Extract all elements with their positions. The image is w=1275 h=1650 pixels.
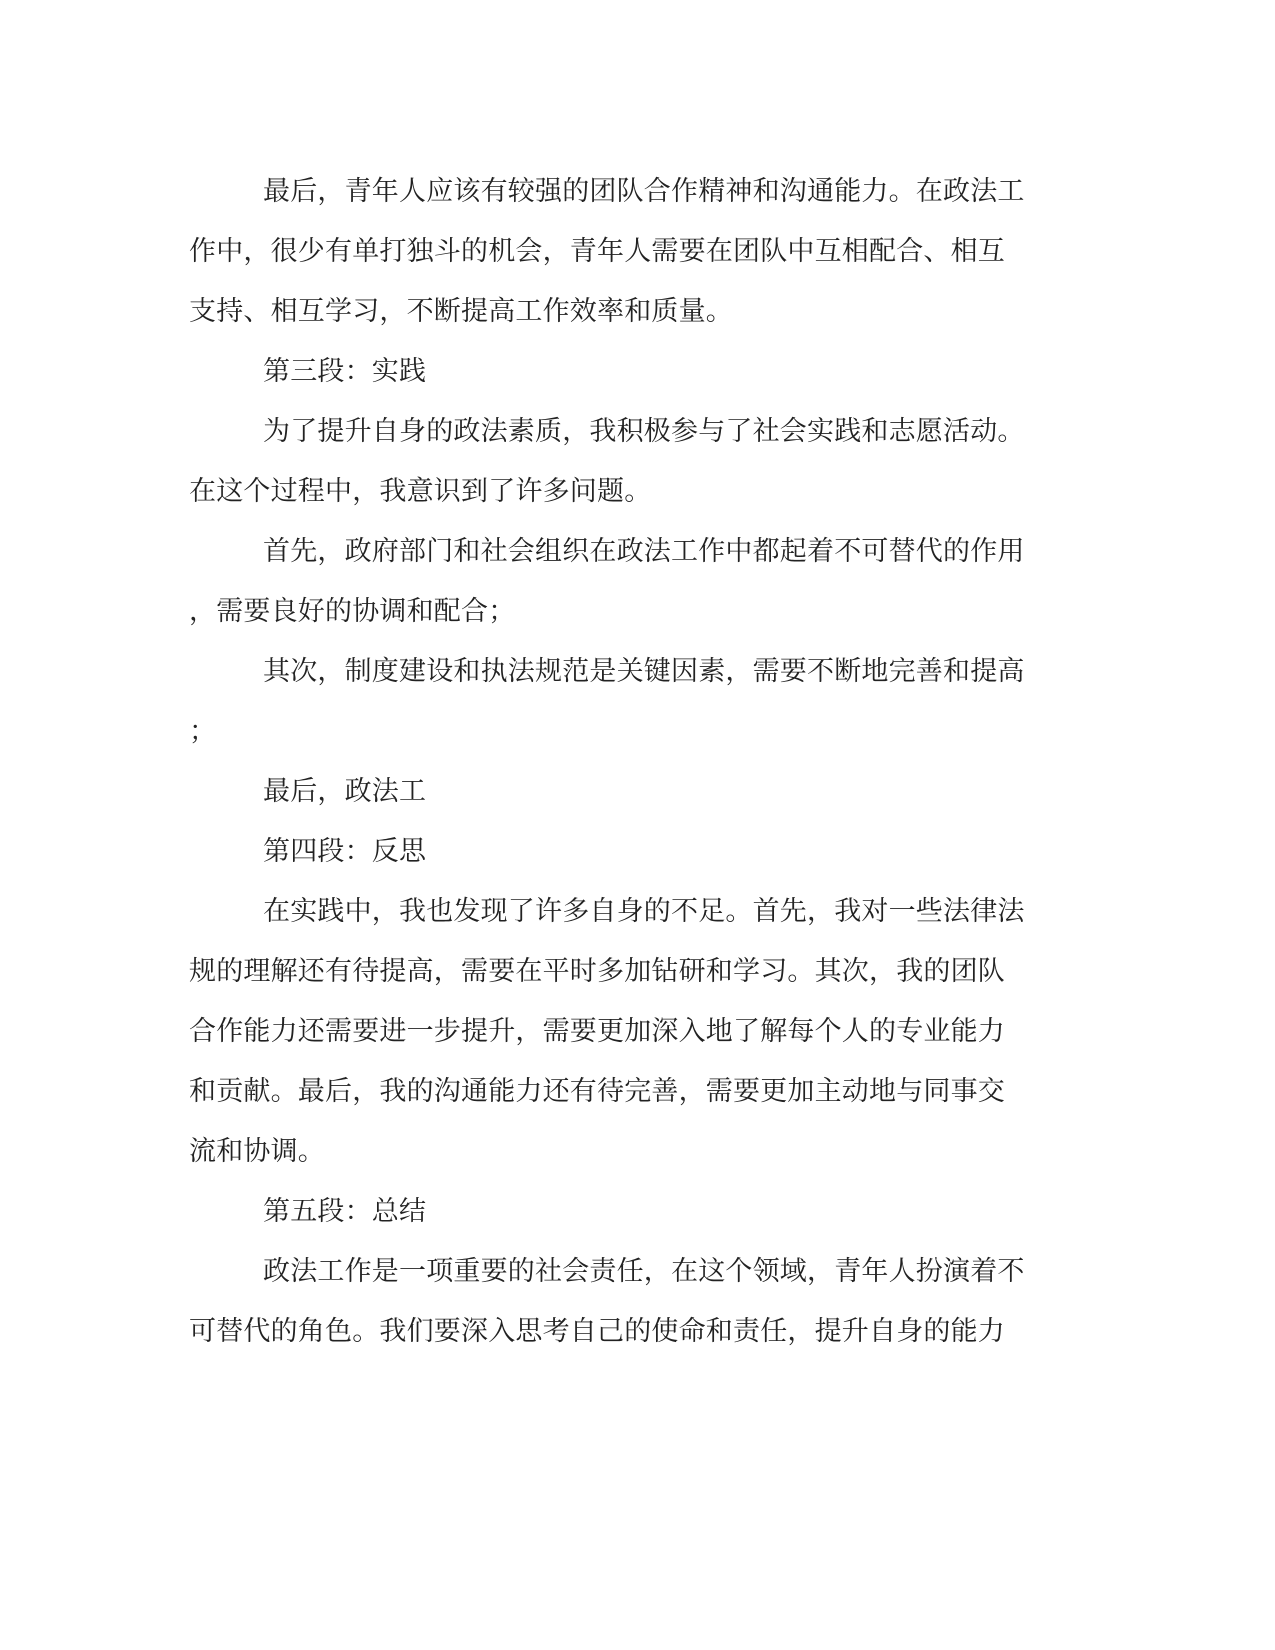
paragraph-line: 可替代的角色。我们要深入思考自己的使命和责任，提升自身的能力 <box>189 1316 1005 1347</box>
paragraph-line: 流和协调。 <box>189 1136 325 1167</box>
paragraph-line: 支持、相互学习，不断提高工作效率和质量。 <box>189 296 733 327</box>
paragraph-line: ； <box>189 716 217 747</box>
paragraph-line: 其次，制度建设和执法规范是关键因素，需要不断地完善和提高 <box>263 656 1025 687</box>
paragraph-line: ，需要良好的协调和配合； <box>189 596 516 627</box>
section-heading: 第五段：总结 <box>263 1196 427 1227</box>
paragraph-line: 首先，政府部门和社会组织在政法工作中都起着不可替代的作用 <box>263 536 1025 567</box>
paragraph-line: 合作能力还需要进一步提升，需要更加深入地了解每个人的专业能力 <box>189 1016 1005 1047</box>
section-heading: 第三段：实践 <box>263 356 427 387</box>
paragraph-line: 最后，青年人应该有较强的团队合作精神和沟通能力。在政法工 <box>263 176 1025 207</box>
paragraph-line: 作中，很少有单打独斗的机会，青年人需要在团队中互相配合、相互 <box>189 236 1005 267</box>
paragraph-line: 最后，政法工 <box>263 776 427 807</box>
paragraph-line: 在这个过程中，我意识到了许多问题。 <box>189 476 652 507</box>
paragraph-line: 规的理解还有待提高，需要在平时多加钻研和学习。其次，我的团队 <box>189 956 1005 987</box>
section-heading: 第四段：反思 <box>263 836 427 867</box>
paragraph-line: 在实践中，我也发现了许多自身的不足。首先，我对一些法律法 <box>263 896 1025 927</box>
paragraph-line: 和贡献。最后，我的沟通能力还有待完善，需要更加主动地与同事交 <box>189 1076 1005 1107</box>
paragraph-line: 政法工作是一项重要的社会责任，在这个领域，青年人扮演着不 <box>263 1256 1025 1287</box>
paragraph-line: 为了提升自身的政法素质，我积极参与了社会实践和志愿活动。 <box>263 416 1025 447</box>
document-body <box>189 162 1089 1362</box>
